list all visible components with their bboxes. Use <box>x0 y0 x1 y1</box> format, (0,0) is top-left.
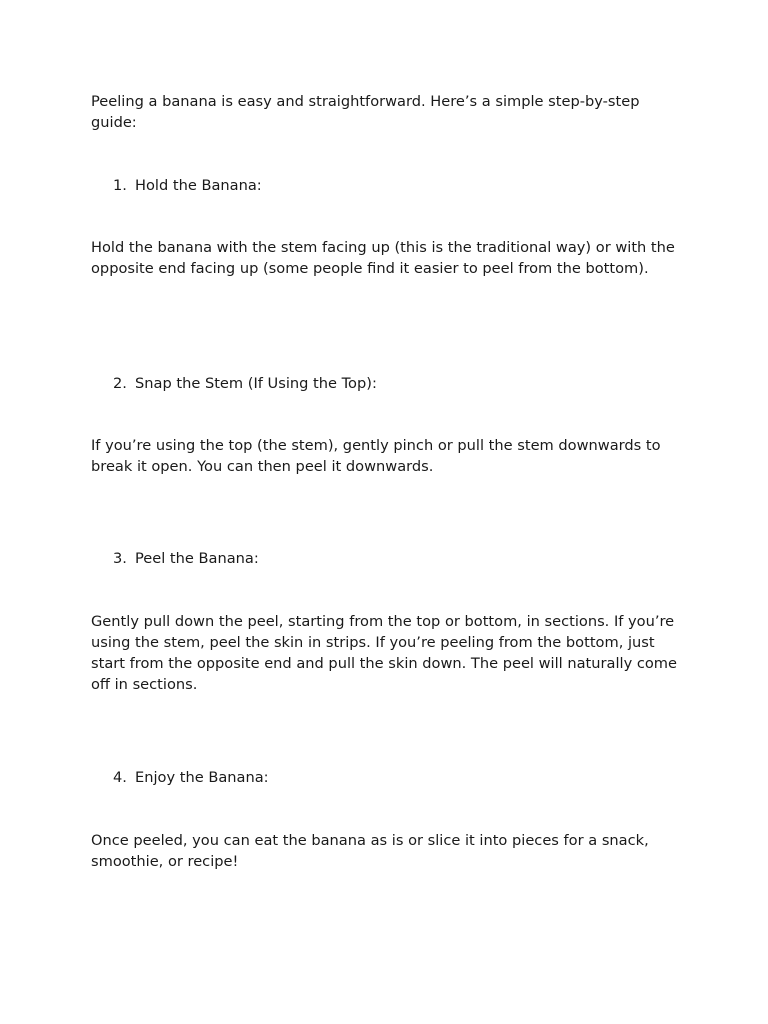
step-paragraph: If you’re using the top (the stem), gently pinch or pull the stem downwards to break it open. You can then peel it downwards. <box>91 437 661 475</box>
step-number: 1. <box>113 177 127 194</box>
step-heading <box>113 175 613 196</box>
step-number: 3. <box>113 550 127 567</box>
step-heading <box>113 373 613 394</box>
intro-paragraph: Peeling a banana is easy and straightforward. Here’s a simple step-by-step guide: <box>91 93 640 131</box>
step-heading <box>113 548 613 569</box>
step-number: 2. <box>113 375 127 392</box>
step-paragraph: Once peeled, you can eat the banana as is or slice it into pieces for a snack, smoothie, or recipe! <box>91 832 649 870</box>
step-title: Peel the Banana: <box>135 550 259 567</box>
step-title: Enjoy the Banana: <box>135 769 269 786</box>
step-heading <box>113 767 613 788</box>
step-paragraph: Gently pull down the peel, starting from the top or bottom, in sections. If you’re using the stem, peel the skin in strips. If you’re peeling from the bottom, just start from the opposite end and pull the skin down. The peel will naturally come off in sections. <box>91 613 678 693</box>
step-number: 4. <box>113 769 127 786</box>
step-paragraph: Hold the banana with the stem facing up (this is the traditional way) or with the opposite end facing up (some people find it easier to peel from the bottom). <box>91 239 675 277</box>
step-title: Hold the Banana: <box>135 177 262 194</box>
step-title: Snap the Stem (If Using the Top): <box>135 375 377 392</box>
